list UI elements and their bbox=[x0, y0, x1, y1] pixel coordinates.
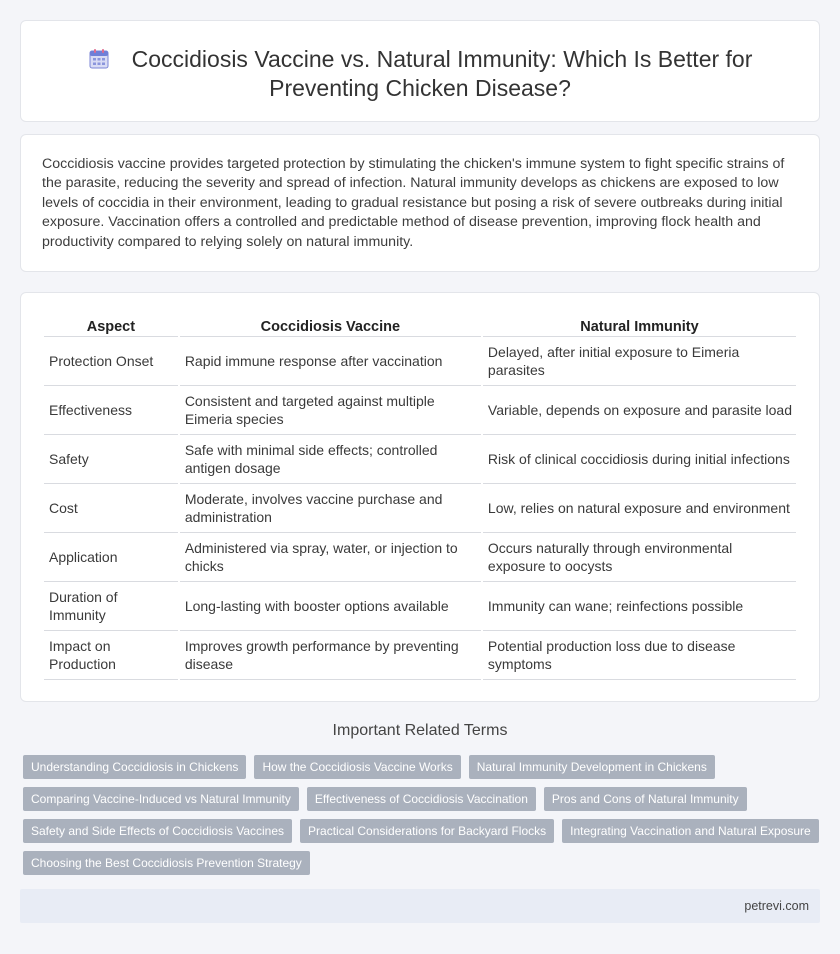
footer bbox=[20, 889, 820, 923]
table-header-row bbox=[44, 317, 796, 337]
summary-card bbox=[20, 134, 820, 272]
title-line-1: Coccidiosis Vaccine vs. Natural Immunity: Which Is Better for bbox=[131, 46, 753, 72]
related-tag[interactable]: Choosing the Best Coccidiosis Prevention Strategy bbox=[23, 851, 310, 875]
header-vaccine: Coccidiosis Vaccine bbox=[180, 317, 481, 337]
aspect-cell: Duration of Immunity bbox=[44, 582, 178, 631]
calendar-icon bbox=[88, 48, 110, 70]
related-tag[interactable]: Safety and Side Effects of Coccidiosis Vaccines bbox=[23, 819, 292, 843]
aspect-cell: Safety bbox=[44, 435, 178, 484]
comparison-table bbox=[42, 317, 798, 680]
related-tag[interactable]: Integrating Vaccination and Natural Exposure bbox=[562, 819, 819, 843]
related-tag[interactable]: Comparing Vaccine-Induced vs Natural Immunity bbox=[23, 787, 299, 811]
vaccine-cell: Safe with minimal side effects; controlled antigen dosage bbox=[180, 435, 481, 484]
aspect-cell: Cost bbox=[44, 484, 178, 533]
header-natural: Natural Immunity bbox=[483, 317, 796, 337]
table-row bbox=[44, 631, 796, 680]
title-line-2: Preventing Chicken Disease? bbox=[269, 75, 571, 101]
header-aspect: Aspect bbox=[44, 317, 178, 337]
table-row bbox=[44, 484, 796, 533]
vaccine-cell: Moderate, involves vaccine purchase and administration bbox=[180, 484, 481, 533]
table-row bbox=[44, 582, 796, 631]
related-tag[interactable]: How the Coccidiosis Vaccine Works bbox=[254, 755, 460, 779]
related-terms-tags bbox=[23, 755, 823, 875]
vaccine-cell: Long-lasting with booster options available bbox=[180, 582, 481, 631]
vaccine-cell: Consistent and targeted against multiple Eimeria species bbox=[180, 386, 481, 435]
natural-cell: Occurs naturally through environmental exposure to oocysts bbox=[483, 533, 796, 582]
table-row bbox=[44, 533, 796, 582]
page-title bbox=[21, 45, 819, 103]
natural-cell: Variable, depends on exposure and parasite load bbox=[483, 386, 796, 435]
summary-text: Coccidiosis vaccine provides targeted protection by stimulating the chicken's immune system to fight specific strains of the parasite, reducing the severity and spread of infection. Natural immunity develops as chickens are exposed to low levels of coccidia in their environment, leading to gradual resistance but posing a risk of severe outbreaks during initial exposure. Vaccination offers a controlled and predictable method of disease prevention, improving flock health and productivity compared to relying solely on natural immunity. bbox=[42, 156, 785, 250]
footer-site[interactable]: petrevi.com bbox=[744, 899, 809, 913]
natural-cell: Potential production loss due to disease symptoms bbox=[483, 631, 796, 680]
related-tag[interactable]: Effectiveness of Coccidiosis Vaccination bbox=[307, 787, 536, 811]
vaccine-cell: Improves growth performance by preventing disease bbox=[180, 631, 481, 680]
vaccine-cell: Rapid immune response after vaccination bbox=[180, 337, 481, 386]
aspect-cell: Protection Onset bbox=[44, 337, 178, 386]
table-row bbox=[44, 435, 796, 484]
comparison-card bbox=[20, 292, 820, 702]
related-tag[interactable]: Understanding Coccidiosis in Chickens bbox=[23, 755, 246, 779]
related-tag[interactable]: Natural Immunity Development in Chickens bbox=[469, 755, 715, 779]
aspect-cell: Impact on Production bbox=[44, 631, 178, 680]
related-tag[interactable]: Practical Considerations for Backyard Flocks bbox=[300, 819, 554, 843]
natural-cell: Immunity can wane; reinfections possible bbox=[483, 582, 796, 631]
aspect-cell: Effectiveness bbox=[44, 386, 178, 435]
table-row bbox=[44, 386, 796, 435]
natural-cell: Delayed, after initial exposure to Eimeria parasites bbox=[483, 337, 796, 386]
table-row bbox=[44, 337, 796, 386]
aspect-cell: Application bbox=[44, 533, 178, 582]
vaccine-cell: Administered via spray, water, or injection to chicks bbox=[180, 533, 481, 582]
title-card bbox=[20, 20, 820, 122]
natural-cell: Low, relies on natural exposure and environment bbox=[483, 484, 796, 533]
natural-cell: Risk of clinical coccidiosis during initial infections bbox=[483, 435, 796, 484]
related-terms-heading: Important Related Terms bbox=[332, 722, 508, 739]
related-tag[interactable]: Pros and Cons of Natural Immunity bbox=[544, 787, 747, 811]
